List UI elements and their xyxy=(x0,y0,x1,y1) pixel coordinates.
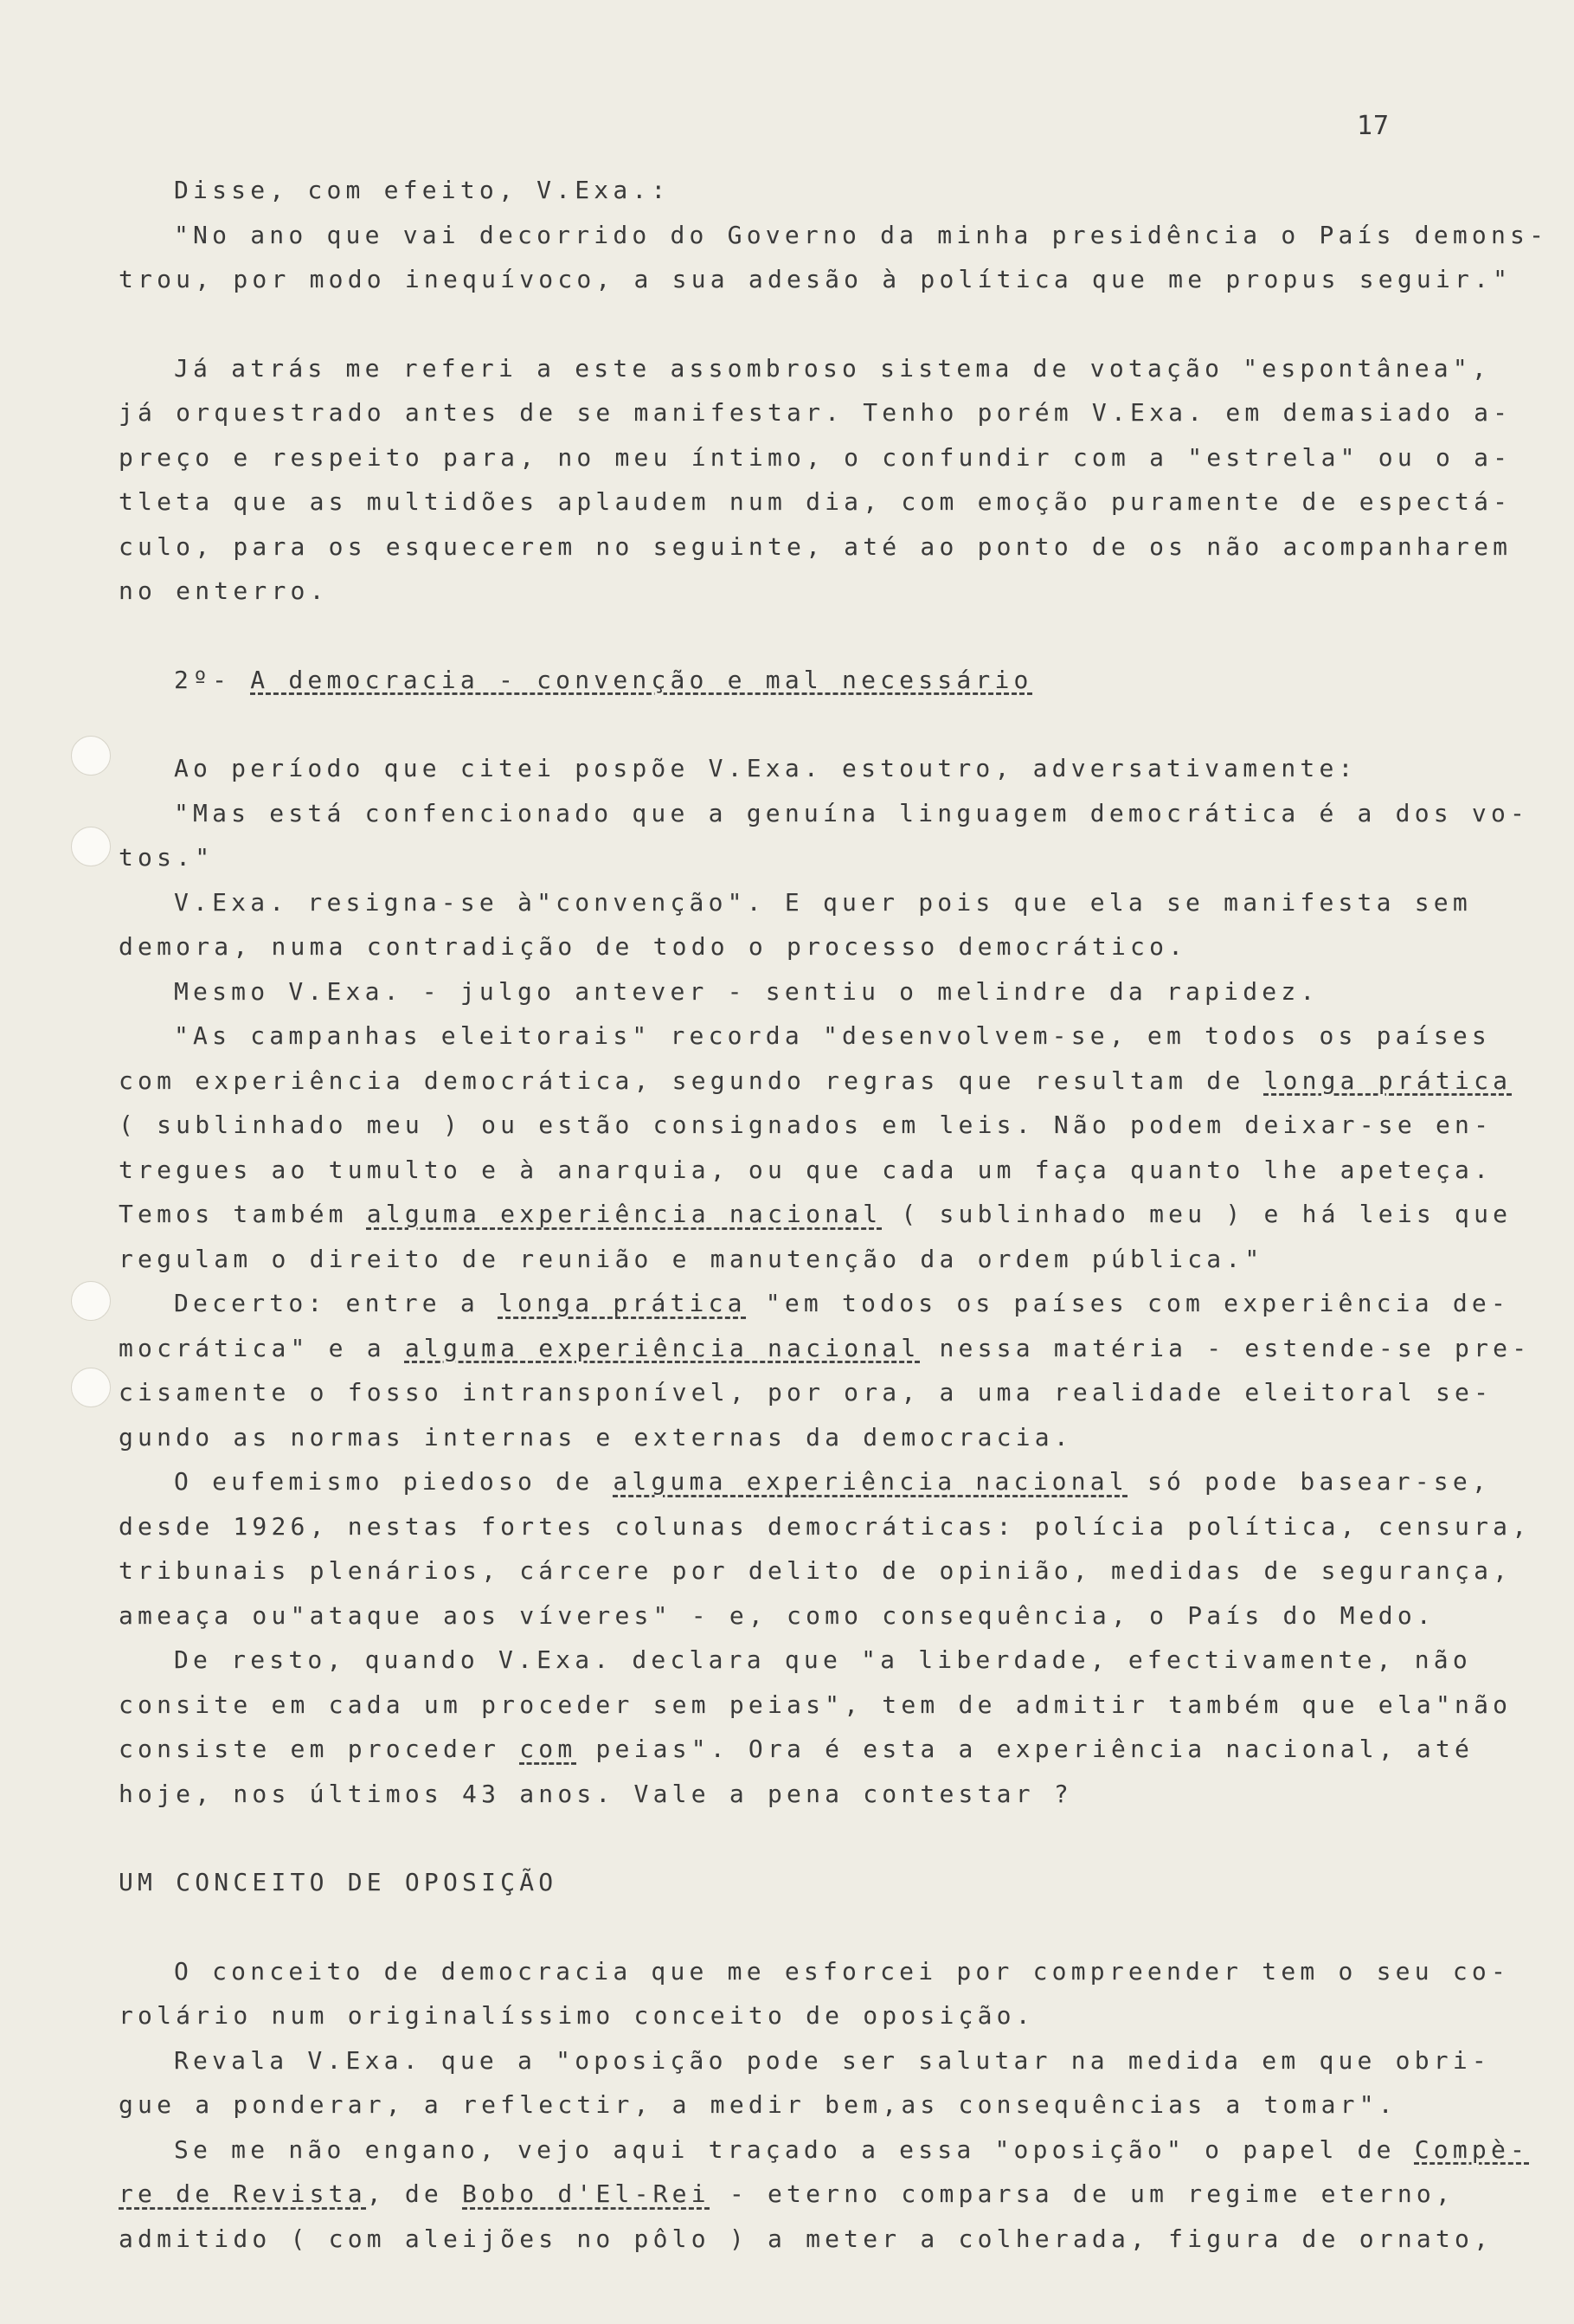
paragraph-gap xyxy=(119,302,1399,346)
text-line: regulam o direito de reunião e manutenção da ordem pública." xyxy=(119,1244,1264,1273)
underlined-phrase: Bobo d'El-Rei xyxy=(462,2179,710,2208)
text-segment: peias". Ora é esta a experiência nacional, até xyxy=(576,1735,1474,1763)
paragraph-gap xyxy=(119,1816,1399,1860)
text-line: rolário num originalíssimo conceito de oposição. xyxy=(119,2001,1035,2030)
text-line: demora, numa contradição de todo o processo democrático. xyxy=(119,932,1188,961)
text-line: tleta que as multidões aplaudem num dia, com emoção puramente de espectá- xyxy=(119,487,1513,516)
typed-text-body xyxy=(119,168,1549,2261)
text-line: tribunais plenários, cárcere por delito de opinião, medidas de segurança, xyxy=(119,1556,1513,1585)
text-line: Ao período que citei pospõe V.Exa. estoutro, adversativamente: xyxy=(174,754,1358,782)
text-line: tregues ao tumulto e à anarquia, ou que cada um faça quanto lhe apeteça. xyxy=(119,1155,1494,1184)
text-segment: "em todos os países com experiência de- xyxy=(746,1289,1511,1317)
text-line: cisamente o fosso intransponível, por ora, a uma realidade eleitoral se- xyxy=(119,1378,1494,1407)
text-line xyxy=(119,658,1399,703)
text-segment: - eterno comparsa de um regime eterno, xyxy=(710,2179,1455,2208)
text-line: UM CONCEITO DE OPOSIÇÃO xyxy=(119,1868,558,1896)
text-segment: O eufemismo piedoso de xyxy=(174,1467,614,1496)
text-segment: só pode basear-se, xyxy=(1127,1467,1491,1496)
text-line xyxy=(119,1192,1513,1237)
text-line xyxy=(119,2172,1455,2217)
underlined-phrase: re de Revista xyxy=(119,2179,367,2208)
text-segment: ( sublinhado meu ) e há leis que xyxy=(882,1200,1513,1228)
text-segment: com experiência democrática, segundo regras que resultam de xyxy=(119,1065,1264,1095)
binder-hole xyxy=(71,1281,111,1321)
text-line: hoje, nos últimos 43 anos. Vale a pena contestar ? xyxy=(119,1779,1073,1808)
underlined-phrase: alguma experiência nacional xyxy=(366,1200,883,1228)
text-line: "No ano que vai decorrido do Governo da minha presidência o País demons- xyxy=(174,220,1549,249)
text-line: admitido ( com aleijões no pôlo ) a meter a colherada, figura de ornato, xyxy=(119,2224,1494,2253)
page-number: 17 xyxy=(1357,111,1391,141)
text-line: Mesmo V.Exa. - julgo antever - sentiu o melindre da rapidez. xyxy=(174,976,1320,1006)
text-segment: nessa matéria - estende-se pre- xyxy=(920,1333,1532,1362)
text-line: consite em cada um proceder sem peias", tem de admitir também que ela"não xyxy=(119,1690,1513,1719)
text-line xyxy=(119,1326,1532,1371)
binder-hole xyxy=(71,827,111,866)
underlined-phrase: alguma experiência nacional xyxy=(613,1467,1128,1496)
text-segment: Decerto: entre a xyxy=(174,1289,498,1317)
text-segment: , de xyxy=(366,2179,463,2208)
text-line: desde 1926, nestas fortes colunas democráticas: polícia política, censura, xyxy=(119,1511,1532,1541)
text-line: gue a ponderar, a reflectir, a medir bem,as consequências a tomar". xyxy=(119,2090,1397,2119)
text-line: De resto, quando V.Exa. declara que "a liberdade, efectivamente, não xyxy=(174,1645,1472,1674)
text-line: ameaça ou"ataque aos víveres" - e, como consequência, o País do Medo. xyxy=(119,1600,1436,1630)
binder-hole xyxy=(71,736,111,776)
binder-hole xyxy=(71,1368,111,1407)
text-line: O conceito de democracia que me esforcei por compreender tem o seu co- xyxy=(174,1956,1511,1986)
text-line: Disse, com efeito, V.Exa.: xyxy=(174,176,671,204)
text-line: culo, para os esquecerem no seguinte, até ao ponto de os não acompanharem xyxy=(119,531,1513,561)
text-line: V.Exa. resigna-se à"convenção". E quer pois que ela se manifesta sem xyxy=(174,887,1472,917)
text-line: "As campanhas eleitorais" recorda "desenvolvem-se, em todos os países xyxy=(174,1021,1491,1050)
text-line xyxy=(119,1059,1513,1104)
text-line xyxy=(119,1281,1511,1326)
underlined-phrase: A democracia - convenção e mal necessário xyxy=(250,665,1033,694)
underlined-phrase: com xyxy=(519,1735,577,1763)
text-line: ( sublinhado meu ) ou estão consignados em leis. Não podem deixar-se en- xyxy=(119,1110,1494,1139)
underlined-phrase: Compè- xyxy=(1414,2134,1530,2164)
text-line xyxy=(119,2128,1530,2173)
text-segment: consiste em proceder xyxy=(119,1735,520,1763)
text-line: trou, por modo inequívoco, a sua adesão à política que me propus seguir." xyxy=(119,265,1513,293)
text-segment: mocrática" e a xyxy=(119,1333,405,1362)
text-line: já orquestrado antes de se manifestar. Tenho porém V.Exa. em demasiado a- xyxy=(119,398,1513,427)
paragraph-gap xyxy=(119,702,1399,746)
text-line: "Mas está confencionado que a genuína linguagem democrática é a dos vo- xyxy=(174,798,1530,827)
text-line: preço e respeito para, no meu íntimo, o confundir com a "estrela" ou o a- xyxy=(119,442,1513,472)
text-segment: Temos também xyxy=(119,1200,367,1228)
text-line: Já atrás me referi a este assombroso sistema de votação "espontânea", xyxy=(174,353,1491,383)
underlined-phrase: longa prática xyxy=(498,1289,747,1317)
text-line: tos." xyxy=(119,843,215,872)
text-segment: 2º- xyxy=(174,665,251,694)
paragraph-gap xyxy=(119,614,1399,658)
text-line xyxy=(119,1459,1491,1504)
paragraph-gap xyxy=(119,1905,1399,1949)
text-line: no enterro. xyxy=(119,576,329,605)
text-segment: Se me não engano, vejo aqui traçado a essa "oposição" o papel de xyxy=(174,2134,1415,2164)
underlined-phrase: longa prática xyxy=(1263,1065,1513,1095)
text-line: gundo as normas internas e externas da democracia. xyxy=(119,1422,1073,1452)
text-line: Revala V.Exa. que a "oposição pode ser salutar na medida em que obri- xyxy=(174,2045,1491,2075)
text-line xyxy=(119,1727,1474,1772)
underlined-phrase: alguma experiência nacional xyxy=(404,1333,921,1362)
